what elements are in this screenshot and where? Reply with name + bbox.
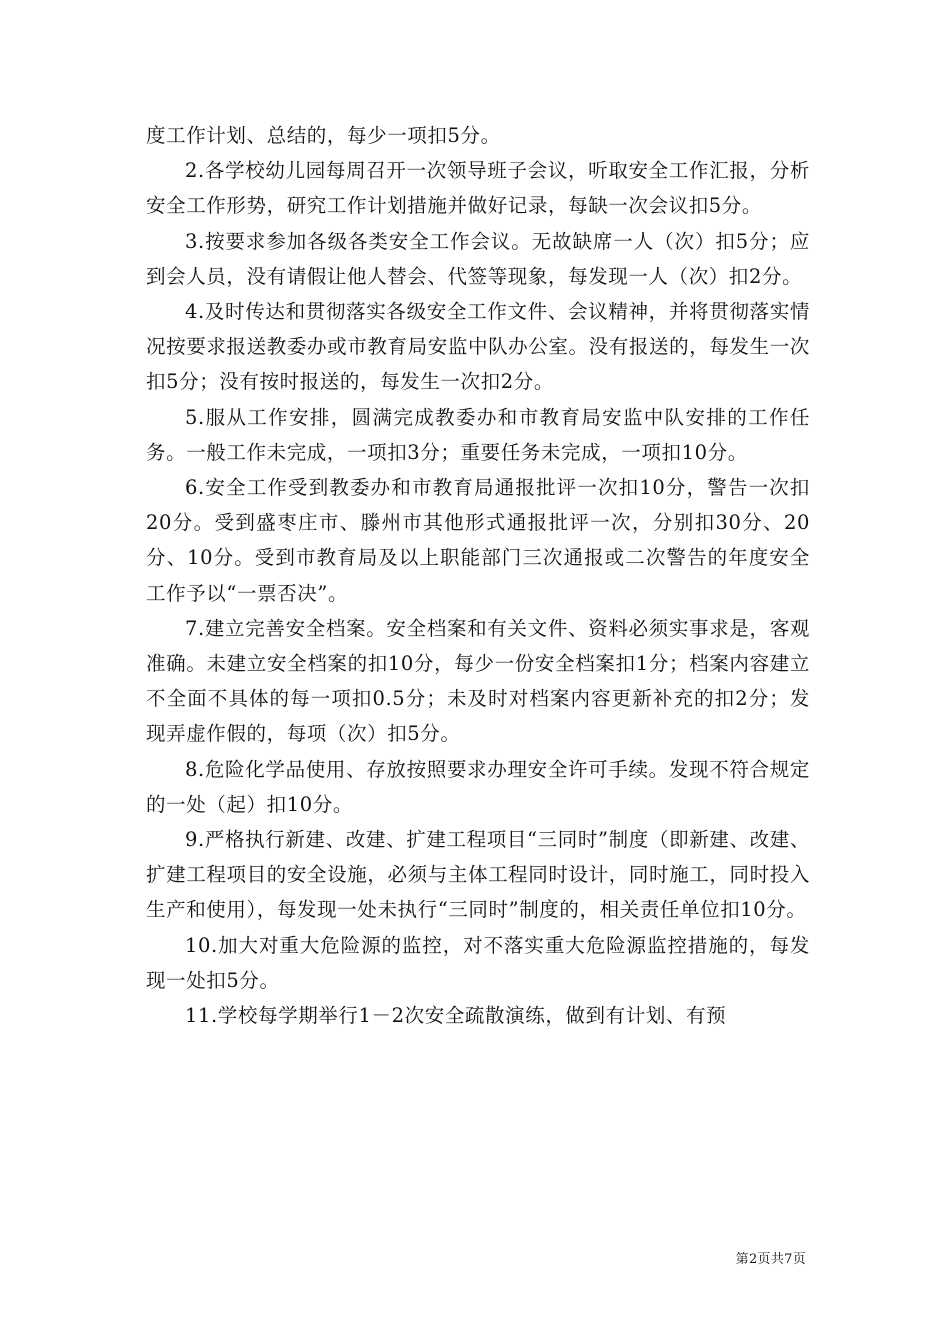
- paragraph-item-8: 8.危险化学品使用、存放按照要求办理安全许可手续。发现不符合规定的一处（起）扣10分。: [146, 757, 810, 816]
- paragraph-item-11: 11.学校每学期举行1－2次安全疏散演练，做到有计划、有预: [185, 1004, 727, 1028]
- document-body: [146, 118, 810, 1033]
- paragraph-continued: 度工作计划、总结的，每少一项扣5分。: [146, 124, 501, 147]
- paragraph-item-9: 9.严格执行新建、改建、扩建工程项目“三同时”制度（即新建、改建、扩建工程项目的安全设施，必须与主体工程同时设计，同时施工，同时投入生产和使用），每发现一处未执行“三同时”制度的，相关责任单位扣10分。: [146, 828, 810, 922]
- paragraph-item-2: 2.各学校幼儿园每周召开一次领导班子会议，听取安全工作汇报，分析安全工作形势，研究工作计划措施并做好记录，每缺一次会议扣5分。: [146, 159, 810, 218]
- page-number-footer: 第2页共7页: [735, 1252, 806, 1267]
- paragraph-item-3: 3.按要求参加各级各类安全工作会议。无故缺席一人（次）扣5分；应到会人员，没有请假让他人替会、代签等现象，每发现一人（次）扣2分。: [146, 229, 810, 288]
- paragraph-item-6: 6.安全工作受到教委办和市教育局通报批评一次扣10分，警告一次扣20分。受到盛枣庄市、滕州市其他形式通报批评一次，分别扣30分、20分、10分。受到市教育局及以上职能部门三次通报或二次警告的年度安全工作予以“一票否决”。: [146, 476, 810, 605]
- paragraph-item-10: 10.加大对重大危险源的监控，对不落实重大危险源监控措施的，每发现一处扣5分。: [146, 933, 810, 992]
- paragraph-item-4: 4.及时传达和贯彻落实各级安全工作文件、会议精神，并将贯彻落实情况按要求报送教委办或市教育局安监中队办公室。没有报送的，每发生一次扣5分；没有按时报送的，每发生一次扣2分。: [146, 300, 810, 394]
- paragraph-item-5: 5.服从工作安排，圆满完成教委办和市教育局安监中队安排的工作任务。一般工作未完成，一项扣3分；重要任务未完成，一项扣10分。: [146, 405, 810, 464]
- paragraph-item-7: 7.建立完善安全档案。安全档案和有关文件、资料必须实事求是，客观准确。未建立安全档案的扣10分，每少一份安全档案扣1分；档案内容建立不全面不具体的每一项扣0.5分；未及时对档案内容更新补充的扣2分；发现弄虚作假的，每项（次）扣5分。: [146, 616, 810, 746]
